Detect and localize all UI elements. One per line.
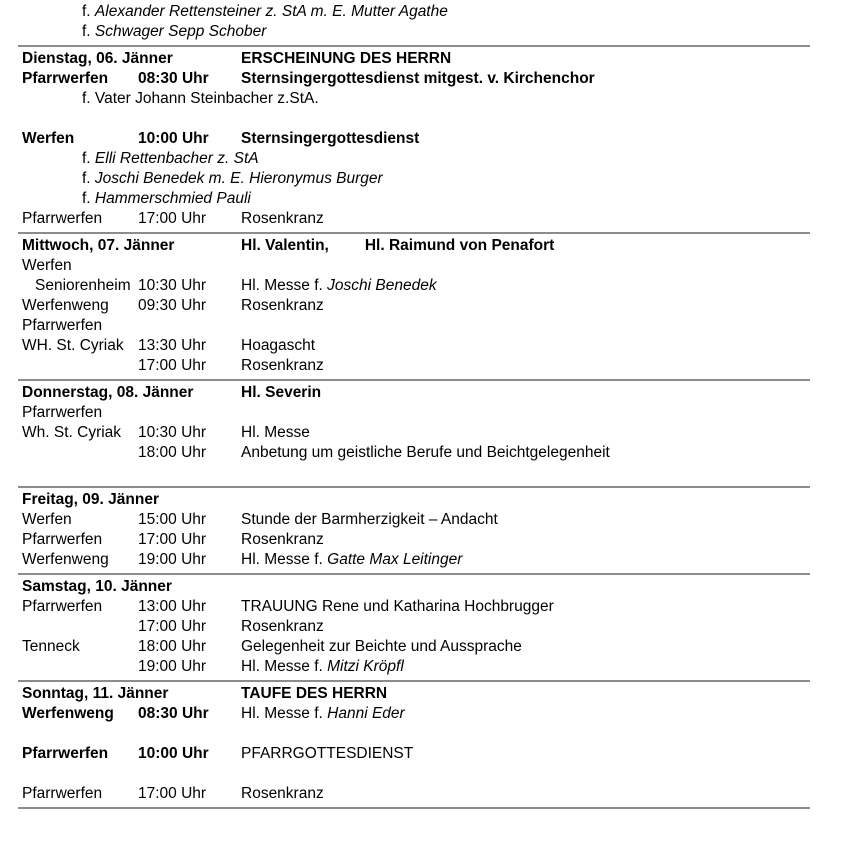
intention-name: Hammerschmied Pauli	[94, 190, 251, 207]
intention-text: f. Joschi Benedek m. E. Hieronymus Burger	[82, 170, 383, 187]
day-header-row	[0, 684, 852, 704]
day-header-row	[0, 236, 852, 256]
intention-line	[0, 22, 852, 42]
schedule-row	[0, 617, 852, 637]
schedule-row	[0, 256, 852, 276]
row-place: Seniorenheim	[35, 277, 131, 294]
intention-line	[0, 2, 852, 22]
day-header-row	[0, 490, 852, 510]
day-label: Mittwoch, 07. Jänner	[22, 237, 175, 254]
intention-name: Schwager Sepp Schober	[94, 23, 267, 40]
row-place: Werfen	[22, 130, 75, 147]
row-event: Anbetung um geistliche Berufe und Beichtgelegenheit	[241, 444, 610, 461]
schedule-row	[0, 530, 852, 550]
row-time: 17:00 Uhr	[138, 618, 207, 635]
row-place: Pfarrwerfen	[22, 210, 103, 227]
row-spacer	[0, 109, 852, 129]
schedule-row	[0, 423, 852, 443]
row-event: Hl. Messe f. Joschi Benedek	[241, 277, 437, 294]
row-time: 08:30 Uhr	[138, 705, 209, 722]
schedule-row	[0, 550, 852, 570]
day-block	[0, 234, 852, 379]
row-place: Pfarrwerfen	[22, 70, 109, 87]
row-event: Sternsingergottesdienst	[241, 130, 420, 147]
row-time: 19:00 Uhr	[138, 551, 207, 568]
day-label: Freitag, 09. Jänner	[22, 491, 159, 508]
row-time: 17:00 Uhr	[138, 785, 207, 802]
day-label: Dienstag, 06. Jänner	[22, 50, 173, 67]
day-block	[0, 488, 852, 573]
row-time: 10:30 Uhr	[138, 424, 207, 441]
row-event: Rosenkranz	[241, 618, 324, 635]
day-feast: Hl. Severin	[241, 384, 322, 401]
intention-text: f. Alexander Rettensteiner z. StA m. E. Mutter Agathe	[82, 3, 448, 20]
row-event: Sternsingergottesdienst mitgest. v. Kirchenchor	[241, 70, 595, 87]
schedule-row	[0, 597, 852, 617]
day-feast-secondary: Hl. Raimund von Penafort	[364, 237, 555, 254]
schedule-row	[0, 704, 852, 724]
row-spacer	[0, 724, 852, 744]
day-label: Donnerstag, 08. Jänner	[22, 384, 194, 401]
row-time: 18:00 Uhr	[138, 638, 207, 655]
row-time: 19:00 Uhr	[138, 658, 207, 675]
carryover-intentions	[0, 0, 852, 45]
row-place: Pfarrwerfen	[22, 531, 103, 548]
row-event: Hl. Messe f. Mitzi Kröpfl	[241, 658, 404, 675]
day-block	[0, 381, 852, 486]
row-event: Hl. Messe	[241, 424, 310, 441]
intention-line	[0, 89, 852, 109]
schedule-row	[0, 356, 852, 376]
schedule-row	[0, 296, 852, 316]
row-place: Pfarrwerfen	[22, 404, 103, 421]
row-time: 13:30 Uhr	[138, 337, 207, 354]
row-place: WH. St. Cyriak	[22, 337, 124, 354]
row-time: 13:00 Uhr	[138, 598, 207, 615]
row-event: Rosenkranz	[241, 785, 324, 802]
row-place: Werfen	[22, 511, 72, 528]
row-time: 10:30 Uhr	[138, 277, 207, 294]
row-time: 17:00 Uhr	[138, 357, 207, 374]
row-time: 08:30 Uhr	[138, 70, 209, 87]
schedule-row	[0, 744, 852, 764]
row-event: TRAUUNG Rene und Katharina Hochbrugger	[241, 598, 554, 615]
row-event-name: Hanni Eder	[327, 705, 405, 722]
intention-text: f. Hammerschmied Pauli	[82, 190, 251, 207]
section-divider	[18, 807, 810, 809]
row-event: PFARRGOTTESDIENST	[241, 745, 414, 762]
intention-name: Joschi Benedek m. E. Hieronymus Burger	[94, 170, 383, 187]
row-place: Werfen	[22, 257, 72, 274]
row-event-name: Joschi Benedek	[327, 277, 437, 294]
intention-text: f. Schwager Sepp Schober	[82, 23, 267, 40]
day-feast: ERSCHEINUNG DES HERRN	[241, 50, 452, 67]
row-event: Rosenkranz	[241, 357, 324, 374]
day-feast: TAUFE DES HERRN	[241, 685, 388, 702]
row-time: 15:00 Uhr	[138, 511, 207, 528]
row-event: Rosenkranz	[241, 210, 324, 227]
row-time: 18:00 Uhr	[138, 444, 207, 461]
row-place: Pfarrwerfen	[22, 785, 103, 802]
schedule-row	[0, 276, 852, 296]
row-event: Hl. Messe f. Gatte Max Leitinger	[241, 551, 463, 568]
row-spacer	[0, 764, 852, 784]
row-event: Gelegenheit zur Beichte und Aussprache	[241, 638, 522, 655]
day-block	[0, 47, 852, 232]
intention-name: Alexander Rettensteiner z. StA m. E. Mutter Agathe	[94, 3, 448, 20]
day-header-row	[0, 577, 852, 597]
day-label: Samstag, 10. Jänner	[22, 578, 172, 595]
row-place: Werfenweng	[22, 551, 109, 568]
intention-name: Elli Rettenbacher z. StA	[94, 150, 259, 167]
row-event: Hl. Messe f. Hanni Eder	[241, 705, 405, 722]
intention-text: f. Elli Rettenbacher z. StA	[82, 150, 259, 167]
schedule-row	[0, 316, 852, 336]
row-place: Werfenweng	[22, 705, 114, 722]
schedule-row	[0, 209, 852, 229]
row-place: Werfenweng	[22, 297, 109, 314]
row-time: 10:00 Uhr	[138, 745, 209, 762]
row-time: 10:00 Uhr	[138, 130, 209, 147]
row-place: Pfarrwerfen	[22, 598, 103, 615]
row-time: 09:30 Uhr	[138, 297, 207, 314]
row-place: Pfarrwerfen	[22, 317, 103, 334]
row-event: Hoagascht	[241, 337, 316, 354]
intention-line	[0, 189, 852, 209]
day-feast: Hl. Valentin, Hl. Raimund von Penafort	[241, 237, 555, 254]
row-event: Stunde der Barmherzigkeit – Andacht	[241, 511, 498, 528]
schedule-row	[0, 637, 852, 657]
intention-line	[0, 169, 852, 189]
day-label: Sonntag, 11. Jänner	[22, 685, 169, 702]
intention-text: f. Vater Johann Steinbacher z.StA.	[82, 90, 319, 107]
schedule-row	[0, 69, 852, 89]
row-place: Pfarrwerfen	[22, 745, 109, 762]
schedule-row	[0, 657, 852, 677]
row-place: Wh. St. Cyriak	[22, 424, 122, 441]
day-header-row	[0, 383, 852, 403]
day-block	[0, 682, 852, 807]
row-event: Rosenkranz	[241, 297, 324, 314]
day-block	[0, 575, 852, 680]
row-event-name: Gatte Max Leitinger	[327, 551, 463, 568]
schedule-row	[0, 129, 852, 149]
row-spacer	[0, 463, 852, 483]
row-time: 17:00 Uhr	[138, 531, 207, 548]
schedule-row	[0, 403, 852, 423]
intention-line	[0, 149, 852, 169]
row-place: Tenneck	[22, 638, 80, 655]
row-event-name: Mitzi Kröpfl	[327, 658, 404, 675]
schedule-row	[0, 510, 852, 530]
row-event: Rosenkranz	[241, 531, 324, 548]
row-time: 17:00 Uhr	[138, 210, 207, 227]
schedule-row	[0, 336, 852, 356]
schedule-row	[0, 443, 852, 463]
day-header-row	[0, 49, 852, 69]
schedule-row	[0, 784, 852, 804]
